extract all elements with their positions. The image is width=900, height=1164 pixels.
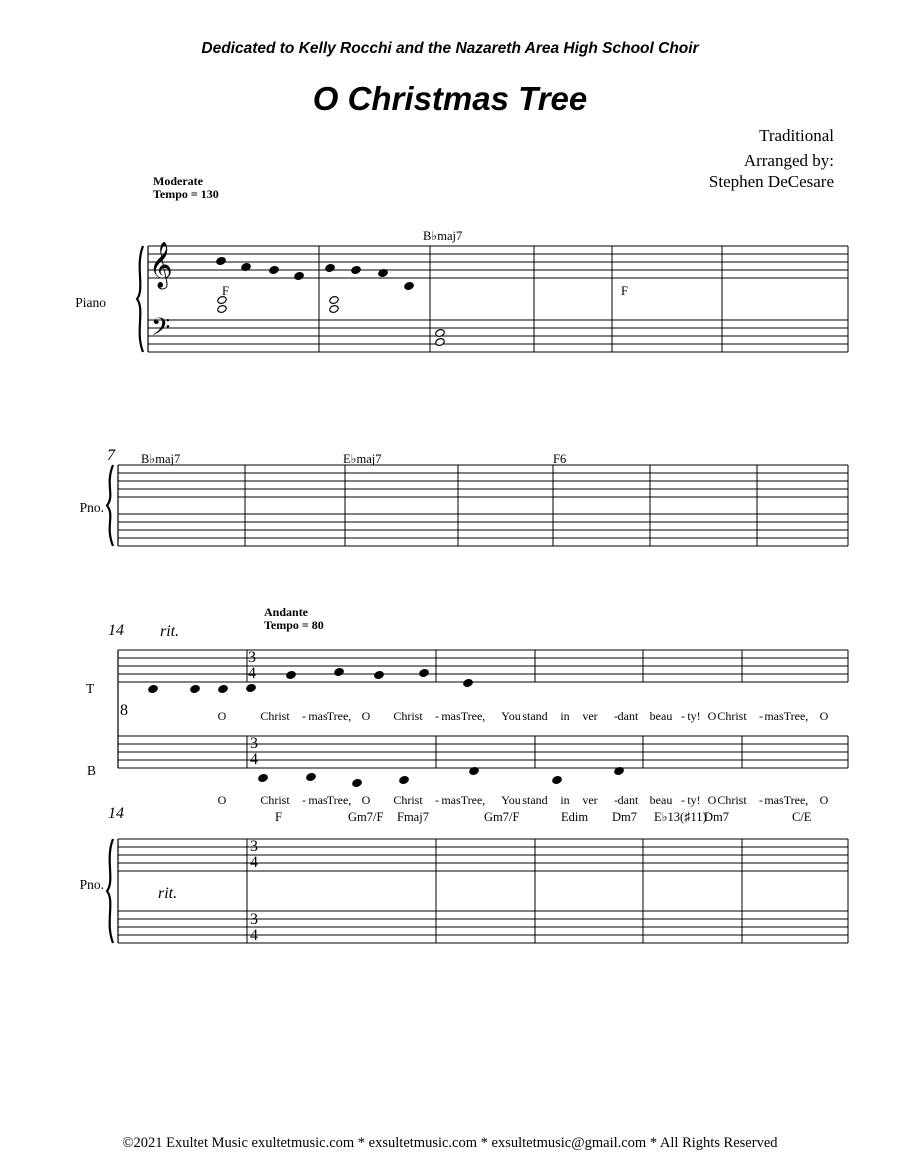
lyric-tenor: ty! (687, 709, 701, 723)
notehead (294, 271, 304, 280)
time-signature-top: 3 (250, 911, 258, 928)
notehead (325, 263, 335, 272)
lyric-tenor: Christ (393, 709, 423, 723)
lyric-bass: Tree, (460, 793, 486, 807)
notehead (399, 775, 409, 784)
measure-number: 14 (108, 622, 124, 639)
brace (107, 839, 113, 943)
notehead (435, 337, 445, 346)
lyric-tenor: O (819, 709, 829, 723)
octave-clef-marking: 8 (120, 702, 128, 719)
lyric-bass: - (681, 793, 685, 807)
lyric-bass: - (435, 793, 439, 807)
instrument-label-bass: B (87, 763, 97, 778)
lyric-bass: beau (649, 793, 673, 807)
tempo-word: Moderate (153, 174, 203, 188)
bass-clef-icon: 𝄢 (151, 313, 171, 348)
lyric-bass: mas (441, 793, 461, 807)
chord-symbol: F6 (553, 452, 567, 466)
instrument-label-piano: Pno. (79, 877, 104, 892)
lyric-bass: O (217, 793, 227, 807)
notehead (306, 772, 316, 781)
chord-symbol: Gm7/F (484, 810, 520, 824)
tempo-bpm: Tempo = 80 (264, 618, 324, 632)
lyric-tenor: You (501, 709, 521, 723)
lyric-tenor: in (560, 709, 570, 723)
measure-number: 14 (108, 805, 124, 822)
lyric-tenor: mas (764, 709, 784, 723)
chord-symbol: F (275, 810, 282, 824)
lyric-tenor: - (302, 709, 306, 723)
lyric-tenor: - (614, 709, 618, 723)
tempo-word: Andante (264, 605, 309, 619)
lyric-tenor: Tree, (460, 709, 486, 723)
lyric-bass: Tree, (783, 793, 809, 807)
lyric-bass: Christ (260, 793, 290, 807)
lyric-tenor: Tree, (326, 709, 352, 723)
notehead (246, 683, 256, 692)
tempo-bpm: Tempo = 130 (153, 187, 219, 201)
lyric-bass: mas (764, 793, 784, 807)
lyric-bass: in (560, 793, 570, 807)
lyric-bass: stand (522, 793, 548, 807)
notehead (404, 281, 414, 290)
lyric-bass: mas (308, 793, 328, 807)
notehead (334, 667, 344, 676)
notehead (258, 773, 268, 782)
lyric-tenor: Christ (717, 709, 747, 723)
lyric-tenor: O (217, 709, 227, 723)
lyric-bass: - (759, 793, 763, 807)
chord-symbol: Fmaj7 (397, 810, 429, 824)
composer-credit: Traditional (759, 126, 834, 145)
page-title: O Christmas Tree (312, 80, 588, 117)
dedication: Dedicated to Kelly Rocchi and the Nazareth Area High School Choir (201, 40, 699, 57)
chord-symbol: B♭maj7 (141, 452, 181, 466)
notehead (374, 670, 384, 679)
brace (137, 246, 143, 352)
notehead (269, 265, 279, 274)
arranger-name: Stephen DeCesare (708, 172, 834, 191)
notehead (218, 684, 228, 693)
time-signature-bottom: 4 (248, 665, 256, 682)
lyric-bass: Christ (717, 793, 747, 807)
lyric-bass: You (501, 793, 521, 807)
staff-lines (107, 246, 848, 943)
lyric-bass: O (707, 793, 717, 807)
chord-symbol: C/E (792, 810, 812, 824)
lyric-tenor: O (361, 709, 371, 723)
time-signature-top: 3 (248, 649, 256, 666)
notehead (216, 256, 226, 265)
copyright-footer: ©2021 Exultet Music exultetmusic.com * exsultetmusic.com * exsultetmusic@gmail.com * All Rights Reserved (122, 1135, 778, 1151)
lyric-bass: Christ (393, 793, 423, 807)
chord-symbol: E♭maj7 (343, 452, 382, 466)
lyric-bass: - (614, 793, 618, 807)
notehead (190, 684, 200, 693)
instrument-label-piano: Piano (75, 295, 106, 310)
lyric-tenor: Tree, (783, 709, 809, 723)
lyric-tenor: ver (582, 709, 598, 723)
notehead (286, 670, 296, 679)
notehead (329, 295, 339, 304)
lyric-tenor: Christ (260, 709, 290, 723)
notehead (148, 684, 158, 693)
ritardando-marking: rit. (160, 623, 180, 640)
instrument-label-tenor: T (86, 681, 95, 696)
chord-symbol: Edim (561, 810, 589, 824)
chord-symbol: Gm7/F (348, 810, 384, 824)
chord-symbol: Dm7 (612, 810, 637, 824)
chord-symbol: B♭maj7 (423, 229, 463, 243)
notehead (329, 304, 339, 313)
ritardando-marking: rit. (158, 885, 178, 902)
time-signature-bottom: 4 (250, 927, 258, 944)
instrument-label-piano: Pno. (79, 500, 104, 515)
time-signature-bottom: 4 (250, 751, 258, 768)
chord-symbol: F (222, 284, 229, 298)
brace (107, 465, 113, 546)
lyric-bass: O (819, 793, 829, 807)
lyric-tenor: - (435, 709, 439, 723)
lyric-tenor: beau (649, 709, 673, 723)
lyric-bass: Tree, (326, 793, 352, 807)
lyric-tenor: stand (522, 709, 548, 723)
notehead (352, 778, 362, 787)
lyric-tenor: mas (308, 709, 328, 723)
notehead (351, 265, 361, 274)
lyric-tenor: - (681, 709, 685, 723)
chord-symbol: Dm7 (704, 810, 729, 824)
lyric-bass: - (302, 793, 306, 807)
notehead (552, 775, 562, 784)
treble-clef-icon: 𝄞 (149, 242, 173, 288)
lyric-tenor: O (707, 709, 717, 723)
measure-number: 7 (107, 447, 115, 464)
lyric-bass: O (361, 793, 371, 807)
time-signature-top: 3 (250, 735, 258, 752)
chord-symbol: E♭13(♯11) (654, 810, 707, 824)
notehead (217, 304, 227, 313)
notehead (419, 668, 429, 677)
lyric-tenor: mas (441, 709, 461, 723)
chord-symbol: F (621, 284, 628, 298)
time-signature-top: 3 (250, 838, 258, 855)
notehead (463, 678, 473, 687)
lyric-bass: ver (582, 793, 598, 807)
lyric-tenor: dant (617, 709, 639, 723)
lyric-tenor: - (759, 709, 763, 723)
lyric-bass: ty! (687, 793, 701, 807)
time-signature-bottom: 4 (250, 854, 258, 871)
arranger-label: Arranged by: (743, 151, 834, 170)
lyric-bass: dant (617, 793, 639, 807)
